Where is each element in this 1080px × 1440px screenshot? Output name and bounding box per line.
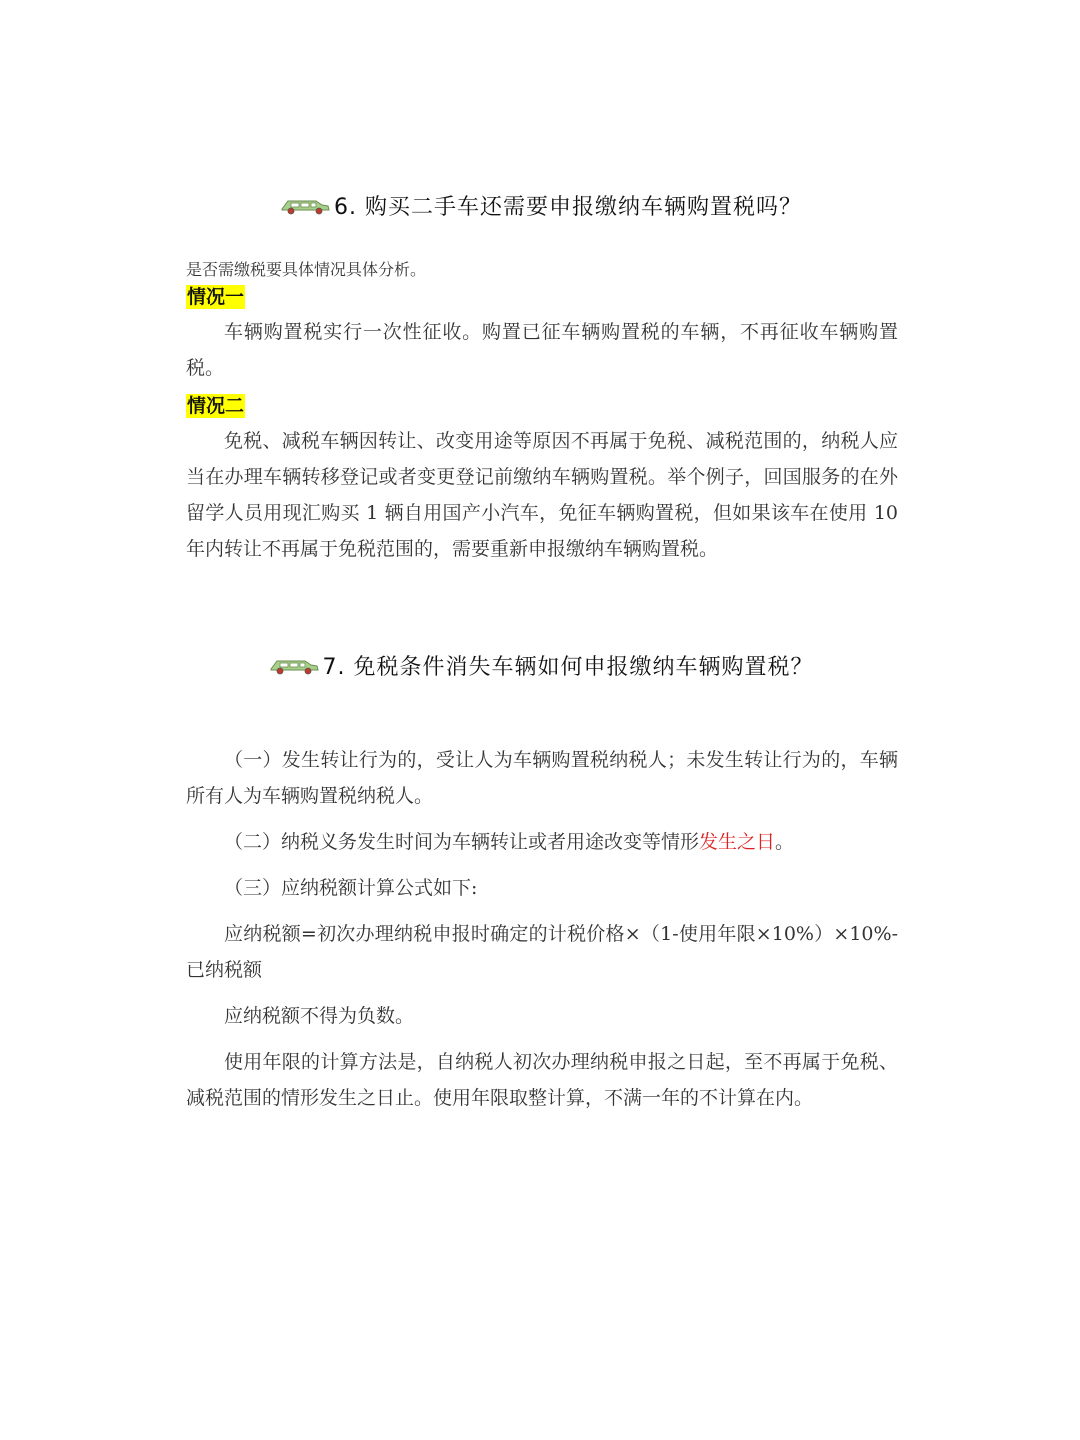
formula-text: 应纳税额=初次办理纳税申报时确定的计税价格×（1-使用年限×10%）×10%-已纳税额 <box>186 923 898 981</box>
case-2-tag: 情况二 <box>187 395 245 417</box>
note-1-text: 应纳税额不得为负数。 <box>224 1005 415 1027</box>
case-1-tag: 情况一 <box>187 286 245 308</box>
case-1-text: 车辆购置税实行一次性征收。购置已征车辆购置税的车辆，不再征收车辆购置税。 <box>186 321 898 379</box>
item-2-prefix: （二）纳税义务发生时间为车辆转让或者用途改变等情形 <box>224 831 700 853</box>
section-7-title: 7. 免税条件消失车辆如何申报缴纳车辆购置税？ <box>322 655 814 680</box>
item-3-text: （三）应纳税额计算公式如下: <box>224 877 478 899</box>
car-icon <box>278 195 332 217</box>
car-icon <box>267 655 321 677</box>
item-2-text <box>186 824 898 860</box>
item-2-suffix: 。 <box>775 831 795 853</box>
item-1-text: （一）发生转让行为的，受让人为车辆购置税纳税人；未发生转让行为的，车辆所有人为车辆购置税纳税人。 <box>186 749 898 807</box>
section-6-title: 6. 购买二手车还需要申报缴纳车辆购置税吗？ <box>334 195 802 220</box>
section-6-intro: 是否需缴税要具体情况具体分析。 <box>186 260 427 279</box>
item-2-highlight: 发生之日 <box>699 831 776 853</box>
note-2-text: 使用年限的计算方法是，自纳税人初次办理纳税申报之日起，至不再属于免税、减税范围的情形发生之日止。使用年限取整计算，不满一年的不计算在内。 <box>186 1051 898 1109</box>
section-6-heading <box>0 190 1080 221</box>
case-2-text: 免税、减税车辆因转让、改变用途等原因不再属于免税、减税范围的，纳税人应当在办理车辆转移登记或者变更登记前缴纳车辆购置税。举个例子，回国服务的在外留学人员用现汇购买 1 辆自用国产小汽车，免征车辆购置税，但如果该车在使用 10 年内转让不再属于免税范围的，需要重新申报缴纳车辆购置税。 <box>186 430 898 560</box>
section-7-heading <box>0 650 1080 681</box>
